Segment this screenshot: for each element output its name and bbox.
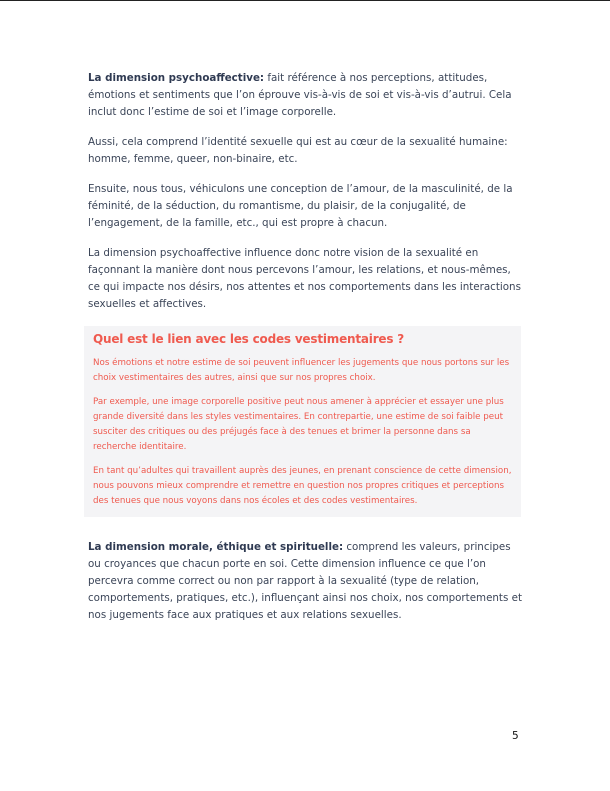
psycho-paragraph-2: Aussi, cela comprend l’identité sexuelle qui est au cœur de la sexualité humaine: homme, femme, queer, non-binaire, etc. xyxy=(88,136,508,165)
psycho-term: La dimension psychoaffective: xyxy=(88,72,265,84)
moral-term: La dimension morale, éthique et spirituelle: xyxy=(88,541,344,553)
callout-paragraph-1: Nos émotions et notre estime de soi peuvent influencer les jugements que nous portons sur les choix vestimentaires des autres, ainsi que sur nos propres choix. xyxy=(93,358,510,383)
moral-paragraph xyxy=(88,539,523,624)
page-number: 5 xyxy=(512,730,519,742)
page-content xyxy=(88,70,523,637)
top-border xyxy=(0,0,610,1)
psycho-paragraph-1 xyxy=(88,70,523,121)
psycho-paragraph-4: La dimension psychoaffective influence donc notre vision de la sexualité en façonnant la manière dont nous percevons l’amour, les relations, et nous-mêmes, ce qui impacte nos désirs, nos attentes et nos comportements dans les interactions sexuelles et affectives. xyxy=(88,247,521,310)
psycho-paragraph-3: Ensuite, nous tous, véhiculons une conception de l’amour, de la masculinité, de la féminité, de la séduction, du romantisme, du plaisir, de la conjugalité, de l’engagement, de la famille, etc., qui est propre à chacun. xyxy=(88,183,513,229)
spacer xyxy=(88,517,523,539)
psycho-intro: fait référence à nos perceptions, attitudes, émotions et sentiments que l’on éprouve vis-à-vis de soi et vis-à-vis d’autrui. Cela inclut donc l’estime de soi et l’image corporelle. xyxy=(88,72,512,118)
callout-paragraph-3: En tant qu’adultes qui travaillent auprès des jeunes, en prenant conscience de cette dimension, nous pouvons mieux comprendre et remettre en question nos propres critiques et perceptions des tenues que nous voyons dans nos écoles et des codes vestimentaires. xyxy=(93,466,512,506)
callout-paragraph-2: Par exemple, une image corporelle positive peut nous amener à apprécier et essayer une plus grande diversité dans les styles vestimentaires. En contrepartie, une estime de soi faible peut susciter des critiques ou des préjugés face à des tenues et brimer la personne dans sa recherche identitaire. xyxy=(93,397,504,452)
callout-box xyxy=(84,326,521,517)
moral-text: comprend les valeurs, principes ou croyances que chacun porte en soi. Cette dimension influence ce que l’on percevra comme correct ou non par rapport à la sexualité (type de relation, comportements, pratiques, etc.), influençant ainsi nos choix, nos comportements et nos jugements face aux pratiques et aux relations sexuelles. xyxy=(88,541,522,621)
callout-title: Quel est le lien avec les codes vestimentaires ? xyxy=(93,332,405,346)
